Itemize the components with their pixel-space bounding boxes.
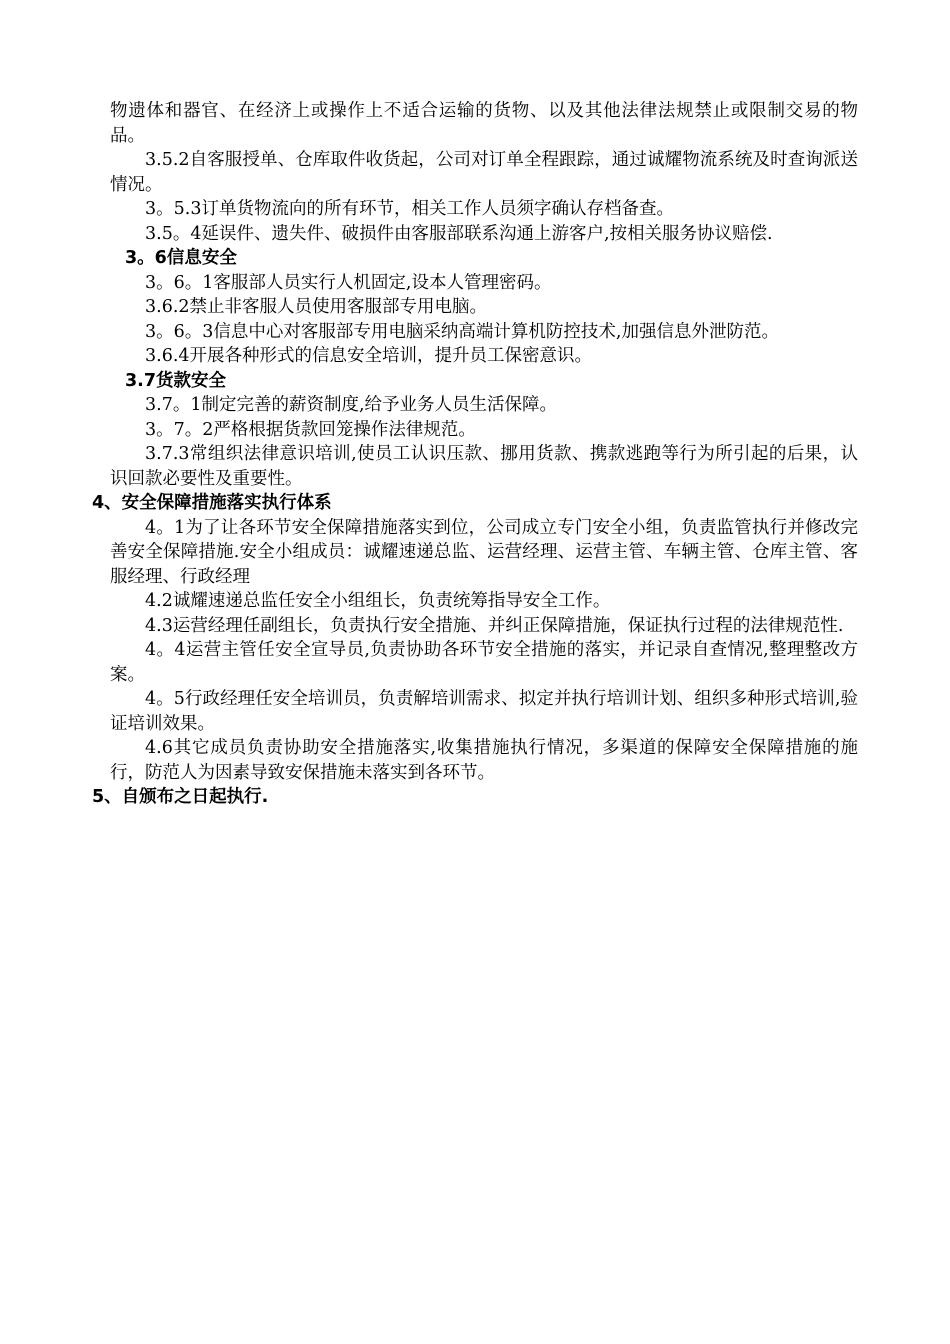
document-body — [92, 99, 858, 810]
paragraph-3-6-3: 3。6。3信息中心对客服部专用电脑采纳高端计算机防控技术,加强信息外泄防范。 — [145, 321, 779, 342]
paragraph-4-3: 4.3运营经理任副组长，负责执行安全措施、并纠正保障措施，保证执行过程的法律规范性. — [145, 615, 844, 636]
heading-3-7-payment-security: 3.7货款安全 — [125, 370, 227, 391]
paragraph-3-6-1: 3。6。1客服部人员实行人机固定,设本人管理密码。 — [145, 272, 552, 293]
paragraph-4-5: 4。5行政经理任安全培训员，负责解培训需求、拟定并执行培训计划、组织多种形式培训,验证培训效果。 — [110, 689, 858, 734]
heading-5-effective-date: 5、自颁布之日起执行. — [92, 787, 269, 807]
paragraph-4-6: 4.6其它成员负责协助安全措施落实,收集措施执行情况，多渠道的保障安全保障措施的施行，防范人为因素导致安保措施未落实到各环节。 — [110, 738, 858, 783]
paragraph-3-7-3: 3.7.3常组织法律意识培训,使员工认识压款、挪用货款、携款逃跑等行为所引起的后果，认识回款必要性及重要性。 — [110, 444, 858, 489]
paragraph-3-5-3: 3。5.3订单货物流向的所有环节，相关工作人员须字确认存档备查。 — [145, 199, 674, 219]
paragraph-3-7-1: 3.7。1制定完善的薪资制度,给予业务人员生活保障。 — [145, 395, 558, 415]
paragraph-3-6-4: 3.6.4开展各种形式的信息安全培训，提升员工保密意识。 — [145, 346, 593, 366]
paragraph-3-7-2: 3。7。2严格根据货款回笼操作法律规范。 — [145, 419, 476, 440]
heading-3-6-information-security: 3。6信息安全 — [125, 248, 237, 268]
paragraph-prohibited-items-continued: 物遗体和器官、在经济上或操作上不适合运输的货物、以及其他法律法规禁止或限制交易的物品。 — [110, 101, 858, 146]
paragraph-4-1: 4。1为了让各环节安全保障措施落实到位，公司成立专门安全小组，负责监管执行并修改完善安全保障措施.安全小组成员：诚耀速递总监、运营经理、运营主管、车辆主管、仓库主管、客服经理、行政经理 — [110, 517, 858, 587]
heading-4-security-system: 4、安全保障措施落实执行体系 — [92, 493, 332, 513]
paragraph-3-5-4: 3.5。4延误件、遗失件、破损件由客服部联系沟通上游客户,按相关服务协议赔偿. — [145, 223, 773, 244]
paragraph-3-5-2: 3.5.2自客服授单、仓库取件收货起，公司对订单全程跟踪，通过诚耀物流系统及时查询派送情况。 — [110, 150, 858, 195]
paragraph-4-2: 4.2诚耀速递总监任安全小组组长，负责统筹指导安全工作。 — [145, 591, 611, 611]
paragraph-3-6-2: 3.6.2禁止非客服人员使用客服部专用电脑。 — [145, 297, 488, 317]
paragraph-4-4: 4。4运营主管任安全宣导员,负责协助各环节安全措施的落实，并记录自查情况,整理整改方案。 — [110, 640, 858, 685]
